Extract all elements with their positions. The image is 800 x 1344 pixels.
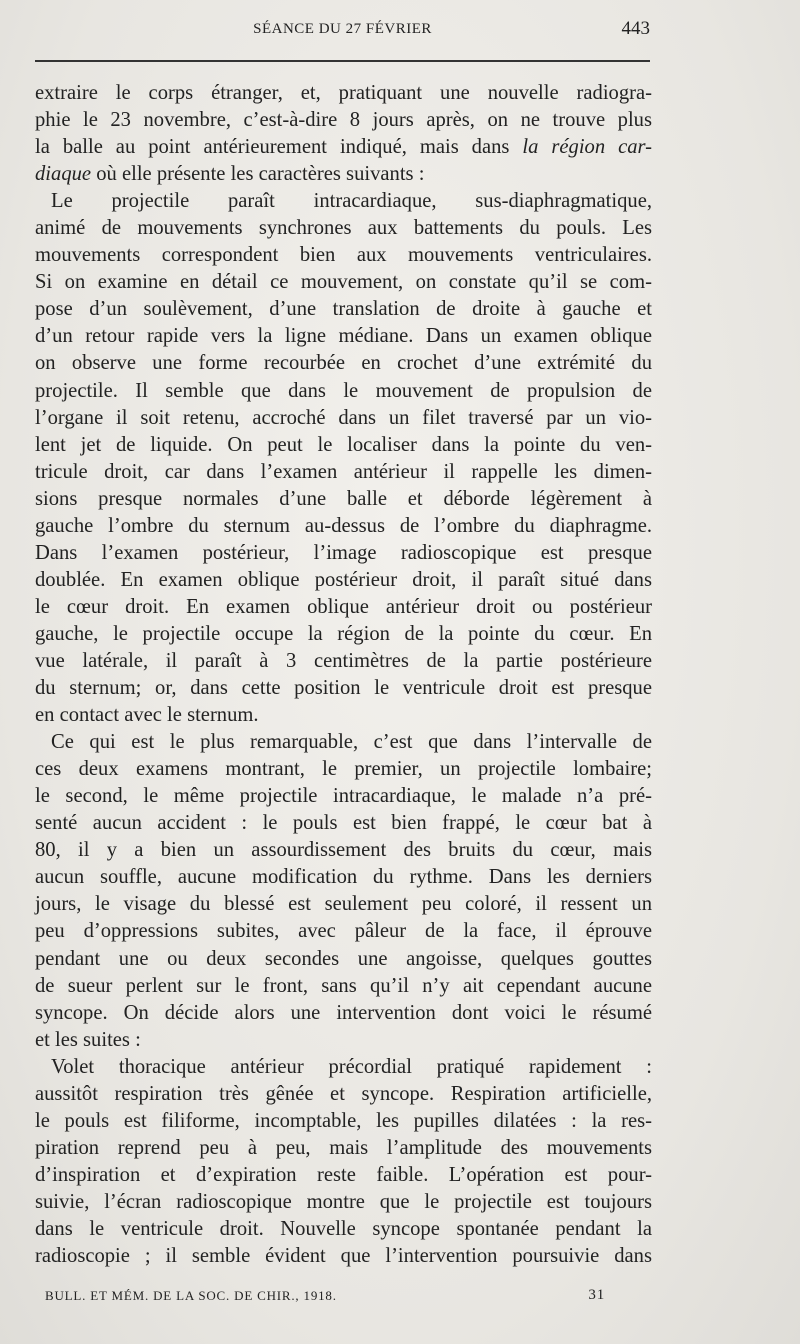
text-line: l’organe il soit retenu, accroché dans un filet traversé par un vio-: [35, 406, 652, 429]
text-line: aucun souffle, aucune modification du rythme. Dans les derniers: [35, 866, 652, 889]
text-line: Dans l’examen postérieur, l’image radioscopique est presque: [35, 541, 652, 564]
page-footer: [45, 1288, 605, 1308]
page-header: [35, 18, 650, 44]
text-line: du sternum; or, dans cette position le ventricule droit est presque: [35, 677, 652, 700]
body-text: [35, 80, 652, 1270]
text-line: pendant une ou deux secondes une angoisse, quelques gouttes: [35, 947, 652, 970]
text-line: vue latérale, il paraît à 3 centimètres de la partie postérieure: [35, 649, 652, 672]
text-line: le second, le même projectile intracardiaque, le malade n’a pré-: [35, 785, 652, 808]
header-rule: [35, 60, 650, 62]
footer-signature: 31: [588, 1287, 605, 1303]
text-line: tricule droit, car dans l’examen antérieur il rappelle les dimen-: [35, 460, 652, 483]
text-line: de sueur perlent sur le front, sans qu’il n’y ait cependant aucune: [35, 974, 652, 997]
text-line: d’un retour rapide vers la ligne médiane. Dans un examen oblique: [35, 325, 652, 348]
page-number: 443: [621, 18, 650, 39]
text-line: animé de mouvements synchrones aux battements du pouls. Les: [35, 217, 652, 240]
text-line: peu d’oppressions subites, avec pâleur de la face, il éprouve: [35, 920, 652, 943]
text-line: Si on examine en détail ce mouvement, on constate qu’il se com-: [35, 271, 652, 294]
text-line: le cœur droit. En examen oblique antérieur droit ou postérieur: [35, 595, 652, 618]
text-line: en contact avec le sternum.: [35, 704, 259, 727]
text-line: senté aucun accident : le pouls est bien frappé, le cœur bat à: [35, 812, 652, 835]
footer-journal: BULL. ET MÉM. DE LA SOC. DE CHIR., 1918.: [45, 1288, 337, 1303]
text-line: 80, il y a bien un assourdissement des bruits du cœur, mais: [35, 839, 652, 862]
text-line: la balle au point antérieurement indiqué, mais dans la région car-: [35, 136, 652, 159]
text-line: et les suites :: [35, 1028, 141, 1051]
text-line: aussitôt respiration très gênée et syncope. Respiration artificielle,: [35, 1082, 652, 1105]
text-line: syncope. On décide alors une intervention dont voici le résumé: [35, 1001, 652, 1024]
text-line: Volet thoracique antérieur précordial pratiqué rapidement :: [51, 1055, 652, 1078]
text-line: le pouls est filiforme, incomptable, les pupilles dilatées : la res-: [35, 1109, 652, 1132]
text-line: on observe une forme recourbée en crochet d’une extrémité du: [35, 352, 652, 375]
text-line: piration reprend peu à peu, mais l’amplitude des mouvements: [35, 1136, 652, 1159]
text-line: lent jet de liquide. On peut le localiser dans la pointe du ven-: [35, 433, 652, 456]
text-line: doublée. En examen oblique postérieur droit, il paraît situé dans: [35, 568, 652, 591]
text-line: suivie, l’écran radioscopique montre que le projectile est toujours: [35, 1190, 652, 1213]
text-line: mouvements correspondent bien aux mouvements ventriculaires.: [35, 244, 652, 267]
text-line: radioscopie ; il semble évident que l’intervention poursuivie dans: [35, 1245, 652, 1268]
running-head: SÉANCE DU 27 FÉVRIER: [253, 21, 432, 37]
text-line: Ce qui est le plus remarquable, c’est que dans l’intervalle de: [51, 731, 652, 754]
text-line: gauche l’ombre du sternum au-dessus de l’ombre du diaphragme.: [35, 514, 652, 537]
text-line: jours, le visage du blessé est seulement peu coloré, il ressent un: [35, 893, 652, 916]
text-line: gauche, le projectile occupe la région de la pointe du cœur. En: [35, 622, 652, 645]
text-line: ces deux examens montrant, le premier, un projectile lombaire;: [35, 758, 652, 781]
text-line: dans le ventricule droit. Nouvelle syncope spontanée pendant la: [35, 1217, 652, 1240]
text-line: Le projectile paraît intracardiaque, sus-diaphragmatique,: [51, 190, 652, 213]
text-line: phie le 23 novembre, c’est-à-dire 8 jours après, on ne trouve plus: [35, 109, 652, 132]
text-line: diaque où elle présente les caractères suivants :: [35, 163, 425, 186]
text-line: projectile. Il semble que dans le mouvement de propulsion de: [35, 379, 652, 402]
text-line: pose d’un soulèvement, d’une translation de droite à gauche et: [35, 298, 652, 321]
text-line: d’inspiration et d’expiration reste faible. L’opération est pour-: [35, 1163, 652, 1186]
text-line: extraire le corps étranger, et, pratiquant une nouvelle radiogra-: [35, 82, 652, 104]
text-line: sions presque normales d’une balle et déborde légèrement à: [35, 487, 652, 510]
